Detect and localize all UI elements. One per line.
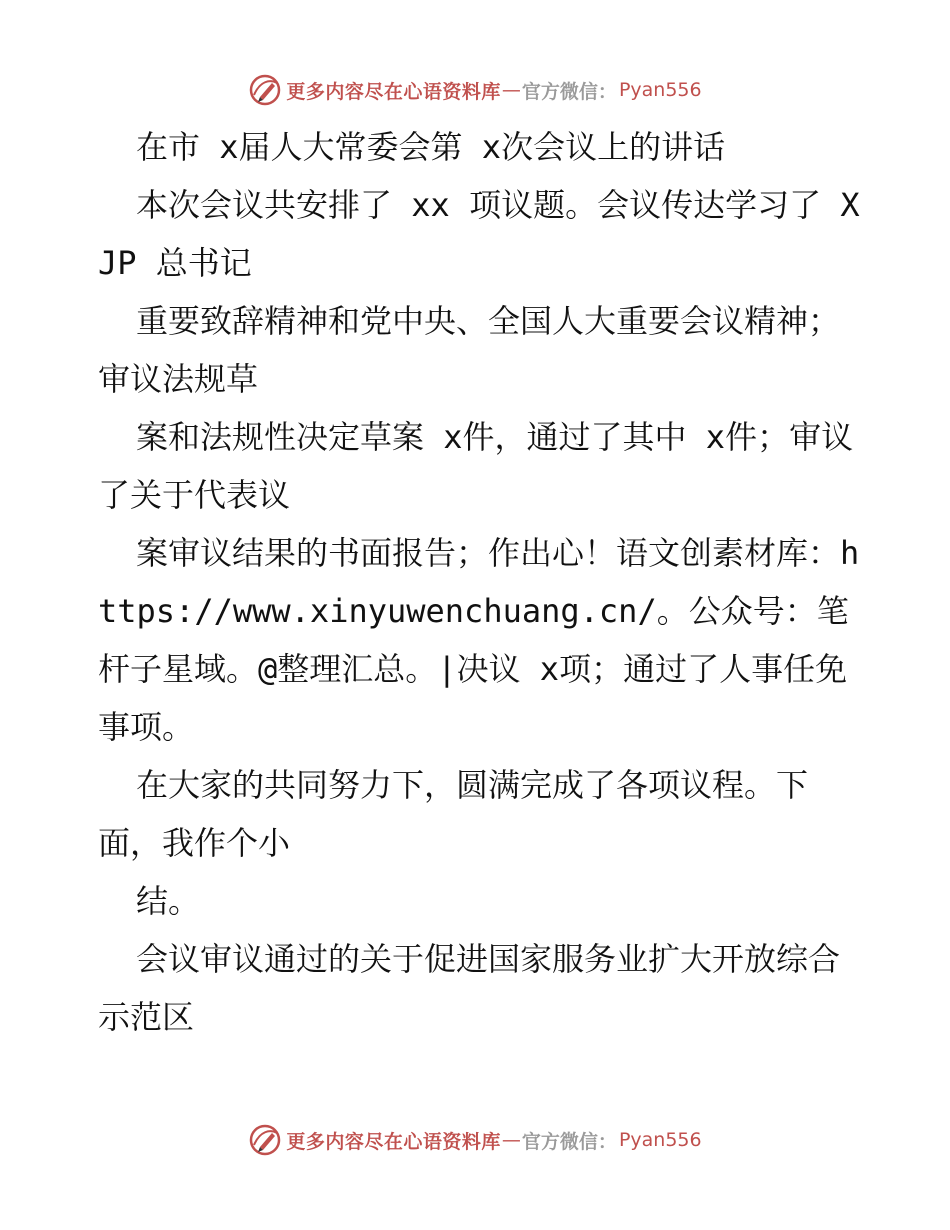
paragraph-title: 在市 x届人大常委会第 x次会议上的讲话 [136, 128, 726, 166]
pen-logo-icon [248, 1123, 282, 1157]
footer-wechat-id: Pyan556 [618, 1129, 702, 1151]
header-dash: — [501, 79, 521, 101]
header-wechat-label: 官方微信： [521, 80, 617, 103]
footer-site-text: 更多内容尽在心语资料库 [286, 1130, 501, 1153]
paragraph: 案和法规性决定草案 x件，通过了其中 x件；审议了关于代表议 [98, 418, 854, 514]
document-body [98, 118, 868, 1046]
paragraph: 本次会议共安排了 xx 项议题。会议传达学习了 XJP 总书记 [98, 186, 860, 282]
footer-banner[interactable] [0, 1120, 950, 1160]
paragraph: 结。 [136, 882, 201, 920]
header-site-text: 更多内容尽在心语资料库 [286, 80, 501, 103]
pen-logo-icon [248, 73, 282, 107]
header-banner[interactable] [0, 70, 950, 110]
paragraph: 重要致辞精神和党中央、全国人大重要会议精神；审议法规草 [98, 302, 841, 398]
paragraph: 案审议结果的书面报告；作出心！语文创素材库：https://www.xinyuwenchuang.cn/。公众号：笔杆子星域。@整理汇总。|决议 x项；通过了人事任免事项。 [98, 534, 860, 746]
paragraph: 会议审议通过的关于促进国家服务业扩大开放综合示范区 [98, 940, 841, 1036]
footer-wechat-label: 官方微信： [521, 1130, 617, 1153]
header-wechat-id: Pyan556 [618, 79, 702, 101]
footer-dash: — [501, 1129, 521, 1151]
paragraph: 在大家的共同努力下，圆满完成了各项议程。下面，我作个小 [98, 766, 809, 862]
